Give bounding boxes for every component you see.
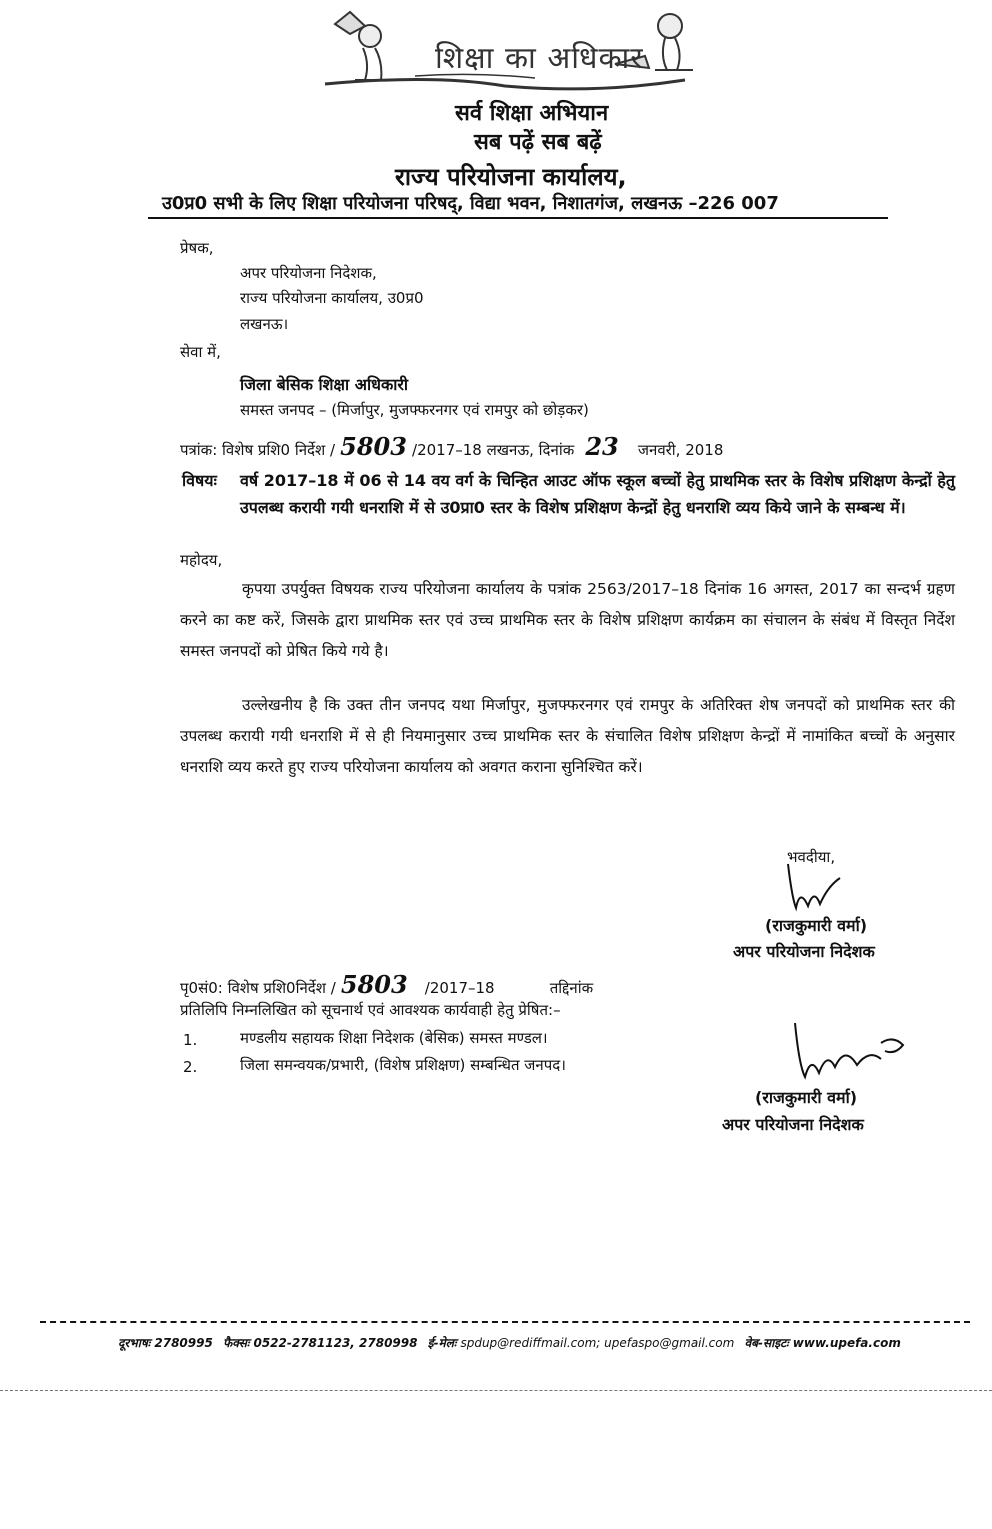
endorsement-date: तद्दिनांक bbox=[549, 979, 594, 997]
campaign-slogan: सब पढ़ें सब बढ़ें bbox=[474, 130, 602, 155]
reference-day: 23 bbox=[585, 432, 619, 461]
campaign-title: सर्व शिक्षा अभियान bbox=[455, 101, 609, 126]
footer-contact bbox=[118, 1334, 901, 1351]
office-address: उ0प्र0 सभी के लिए शिक्षा परियोजना परिषद्, विद्या भवन, निशातगंज, लखनऊ –226 007 bbox=[162, 193, 779, 214]
footer-divider bbox=[40, 1321, 970, 1323]
endorsement-item-2-num: 2. bbox=[183, 1058, 198, 1076]
sender-city: लखनऊ। bbox=[240, 315, 289, 333]
endorsement-year: /2017–18 bbox=[424, 979, 495, 997]
logo-text: शिक्षा का अधिकार bbox=[435, 41, 644, 76]
reference-number: 5803 bbox=[340, 432, 407, 461]
endorsement-intro: प्रतिलिपि निम्नलिखित को सूचनार्थ एवं आवश्यक कार्यवाही हेतु प्रेषित:– bbox=[180, 1001, 561, 1019]
page-edge-divider bbox=[0, 1390, 992, 1391]
endorsement-prefix: पृ0सं0: विशेष प्रशि0निर्देश / bbox=[180, 979, 336, 997]
reference-middle: /2017–18 लखनऊ, दिनांक bbox=[412, 441, 575, 459]
salutation: महोदय, bbox=[180, 551, 223, 569]
sender-label: प्रेषक, bbox=[180, 239, 214, 257]
phone-label: दूरभाषः bbox=[118, 1336, 151, 1350]
signatory-2-name: (राजकुमारी वर्मा) bbox=[755, 1088, 858, 1107]
fax-number: 0522-2781123, 2780998 bbox=[253, 1336, 418, 1350]
email-address[interactable]: spdup@rediffmail.com; upefaspo@gmail.com bbox=[460, 1336, 735, 1350]
recipient-label: सेवा में, bbox=[180, 343, 221, 361]
reference-prefix: पत्रांक: विशेष प्रशि0 निर्देश / bbox=[180, 441, 336, 459]
signature-1 bbox=[780, 858, 860, 914]
fax-label: फैक्सः bbox=[223, 1336, 250, 1350]
signatory-1-name: (राजकुमारी वर्मा) bbox=[765, 916, 868, 935]
phone-number: 2780995 bbox=[154, 1336, 213, 1350]
header-divider bbox=[148, 217, 888, 219]
letter-reference bbox=[180, 432, 723, 461]
recipient-districts: समस्त जनपद – (मिर्जापुर, मुजफ्फरनगर एवं रामपुर को छोड़कर) bbox=[240, 401, 589, 419]
reference-month-year: जनवरी, 2018 bbox=[637, 441, 724, 459]
body-paragraph-1: कृपया उपर्युक्त विषयक राज्य परियोजना कार्यालय के पत्रांक 2563/2017–18 दिनांक 16 अगस्त, 2017 का सन्दर्भ ग्रहण करने का कष्ट करें, जिसके द्वारा प्राथमिक स्तर एवं उच्च प्राथमिक स्तर के विशेष प्रशिक्षण कार्यक्रम का संचालन के संबंध में विस्तृत निर्देश समस्त जनपदों को प्रेषित किये गये है। bbox=[180, 580, 955, 660]
website-url[interactable]: www.upefa.com bbox=[792, 1336, 901, 1350]
sender-office: राज्य परियोजना कार्यालय, उ0प्र0 bbox=[240, 289, 424, 307]
endorsement-reference bbox=[180, 970, 593, 999]
website-label: वेब-साइटः bbox=[744, 1336, 789, 1350]
sender-designation: अपर परियोजना निदेशक, bbox=[240, 264, 377, 282]
subject-text: वर्ष 2017–18 में 06 से 14 वय वर्ग के चिन्हित आउट ऑफ स्कूल बच्चों हेतु प्राथमिक स्तर के विशेष प्रशिक्षण केन्द्रों हेतु उपलब्ध करायी गयी धनराशि में से उ0प्रा0 स्तर के विशेष प्रशिक्षण केन्द्रों हेतु धनराशि व्यय किये जाने के सम्बन्ध में। bbox=[240, 471, 955, 517]
signatory-1-designation: अपर परियोजना निदेशक bbox=[733, 942, 875, 961]
email-label: ई-मेलः bbox=[427, 1336, 457, 1350]
recipient-designation: जिला बेसिक शिक्षा अधिकारी bbox=[240, 375, 409, 394]
endorsement-number: 5803 bbox=[340, 970, 408, 999]
body-paragraph-2: उल्लेखनीय है कि उक्त तीन जनपद यथा मिर्जापुर, मुजफ्फरनगर एवं रामपुर के अतिरिक्त शेष जनपदों को प्राथमिक स्तर की उपलब्ध करायी गयी धनराशि में से ही नियमानुसार उच्च प्राथमिक स्तर के संचालित विशेष प्रशिक्षण केन्द्रों में नामांकित बच्चों के अनुसार धनराशि व्यय करते हुए राज्य परियोजना कार्यालय को अवगत कराना सुनिश्चित करें। bbox=[180, 696, 955, 776]
signatory-2-designation: अपर परियोजना निदेशक bbox=[722, 1115, 864, 1134]
endorsement-item-1-num: 1. bbox=[183, 1031, 198, 1049]
endorsement-item-2: जिला समन्वयक/प्रभारी, (विशेष प्रशिक्षण) सम्बन्धित जनपद। bbox=[240, 1056, 566, 1074]
endorsement-item-1: मण्डलीय सहायक शिक्षा निदेशक (बेसिक) समस्त मण्डल। bbox=[240, 1029, 548, 1047]
closing: भवदीया, bbox=[787, 848, 836, 866]
signature-2 bbox=[785, 1015, 915, 1090]
subject-label: विषयः bbox=[182, 471, 217, 490]
office-title: राज्य परियोजना कार्यालय, bbox=[395, 163, 627, 191]
